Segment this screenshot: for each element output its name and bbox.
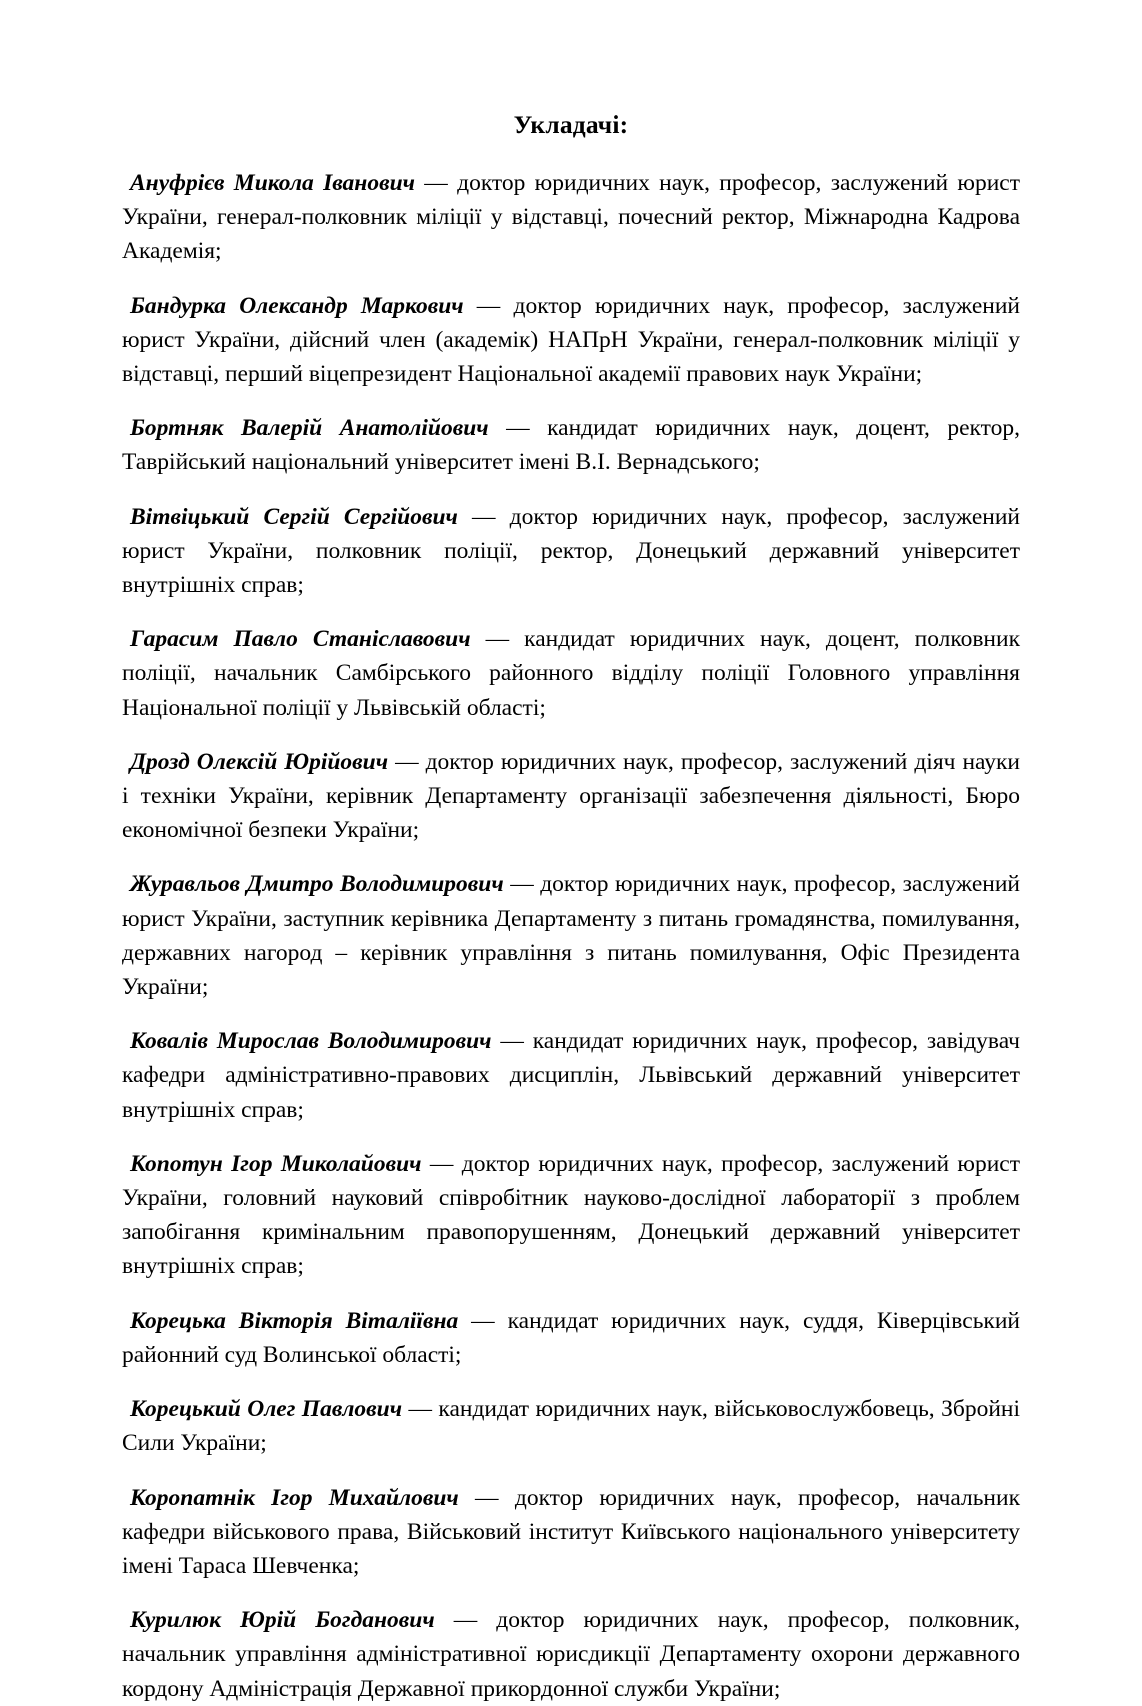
- em-dash-separator: —: [503, 871, 541, 898]
- compiler-name: Бортняк Валерій Анатолійович: [130, 415, 489, 442]
- compiler-description: кандидат юридичних наук, доцент, полковник поліції, начальник Самбірського районного відділу поліції Головного управління Національної поліції у Львівській області;: [122, 626, 1020, 721]
- compiler-entry: [122, 411, 1020, 479]
- compiler-name: Бандурка Олександр Маркович: [130, 292, 464, 319]
- compiler-description: доктор юридичних наук, професор, заслужений діяч науки і техніки України, керівник Департаменту організації забезпечення діяльності, Бюро економічної безпеки України;: [122, 748, 1020, 844]
- compiler-entry: [122, 500, 1020, 603]
- compiler-description: доктор юридичних наук, професор, заслужений юрист України, генерал-полковник міліції у відставці, почесний ректор, Міжнародна Кадрова Академія;: [122, 170, 1020, 265]
- page-title: Укладачі:: [513, 110, 629, 139]
- compiler-description: доктор юридичних наук, професор, заслужений юрист України, головний науковий співробітник науково-дослідної лабораторії з проблем запобігання кримінальним правопорушенням, Донецький державний університет внутрішніх справ;: [122, 1150, 1020, 1280]
- compiler-entry: [122, 1147, 1020, 1284]
- compiler-name: Дрозд Олексій Юрійович: [130, 748, 389, 775]
- compiler-entry: [122, 1481, 1020, 1584]
- em-dash-separator: —: [415, 170, 458, 196]
- compiler-description: доктор юридичних наук, професор, полковник, начальник управління адміністративної юрисдикції Департаменту охорони державного кордону Адміністрація Державної прикордонної служби України;: [122, 1607, 1021, 1702]
- em-dash-separator: —: [402, 1396, 439, 1423]
- compiler-name: Ануфрієв Микола Іванович: [130, 170, 415, 196]
- em-dash-separator: —: [458, 1307, 508, 1334]
- compiler-name: Ковалів Мирослав Володимирович: [130, 1028, 492, 1055]
- compilers-list: [122, 166, 1020, 1706]
- compiler-description: доктор юридичних наук, професор, заслужений юрист України, дійсний член (академік) НАПрН України, генерал-полковник міліції у відставці, перший віцепрезидент Національної академії правових наук України;: [122, 292, 1020, 388]
- compiler-entry: [122, 1392, 1020, 1460]
- em-dash-separator: —: [457, 503, 510, 530]
- em-dash-separator: —: [458, 1484, 515, 1511]
- compiler-name: Журавльов Дмитро Володимирович: [130, 871, 504, 898]
- compiler-entry: [122, 745, 1020, 848]
- compiler-description: кандидат юридичних наук, доцент, ректор, Таврійський національний університет імені В.І. Вернадського;: [122, 415, 1020, 476]
- compiler-entry: [122, 1024, 1020, 1127]
- em-dash-separator: —: [463, 292, 514, 319]
- compiler-description: доктор юридичних наук, професор, заслужений юрист України, заступник керівника Департаменту з питань громадянства, помилування, державних нагород – керівник управління з питань помилування, Офіс Президента України;: [122, 871, 1020, 1001]
- compiler-name: Корецький Олег Павлович: [130, 1396, 403, 1423]
- em-dash-separator: —: [434, 1607, 497, 1634]
- compiler-description: доктор юридичних наук, професор, заслужений юрист України, полковник поліції, ректор, Донецький державний університет внутрішніх справ;: [122, 503, 1021, 599]
- compiler-entry: [122, 289, 1020, 392]
- em-dash-separator: —: [470, 626, 525, 653]
- compiler-description: кандидат юридичних наук, військовослужбовець, Збройні Сили України;: [122, 1396, 1021, 1457]
- compiler-name: Гарасим Павло Станіславович: [130, 626, 471, 653]
- em-dash-separator: —: [488, 415, 548, 442]
- compiler-name: Корецька Вікторія Віталіївна: [130, 1307, 459, 1334]
- compiler-description: кандидат юридичних наук, професор, завідувач кафедри адміністративно-правових дисциплін, Львівський державний університет внутрішніх справ;: [122, 1028, 1021, 1123]
- compiler-entry: [122, 1304, 1020, 1372]
- em-dash-separator: —: [421, 1150, 462, 1177]
- compiler-name: Курилюк Юрій Богданович: [130, 1607, 435, 1634]
- compiler-name: Копотун Ігор Миколайович: [130, 1150, 422, 1177]
- compiler-name: Коропатнік Ігор Михайлович: [130, 1484, 459, 1511]
- compiler-entry: [122, 166, 1020, 269]
- em-dash-separator: —: [388, 748, 426, 775]
- compiler-name: Вітвіцький Сергій Сергійович: [130, 503, 458, 530]
- compiler-description: доктор юридичних наук, професор, начальник кафедри військового права, Військовий інститут Київського національного університету імені Тараса Шевченка;: [122, 1484, 1020, 1579]
- compiler-entry: [122, 622, 1020, 725]
- compiler-entry: [122, 867, 1020, 1004]
- compiler-entry: [122, 1603, 1020, 1706]
- em-dash-separator: —: [491, 1028, 533, 1055]
- page-content: [122, 0, 1020, 1706]
- compiler-description: кандидат юридичних наук, суддя, Ківерцівський районний суд Волинської області;: [122, 1307, 1020, 1368]
